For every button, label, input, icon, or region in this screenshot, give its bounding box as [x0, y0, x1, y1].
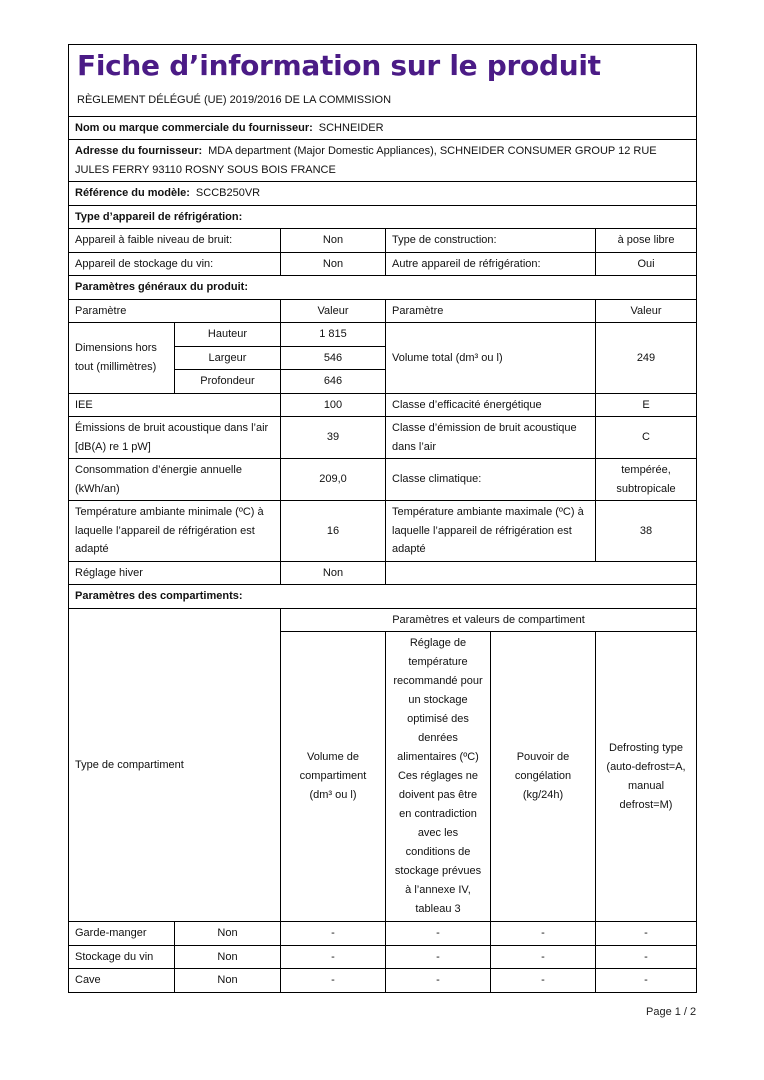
depth-label: Profondeur [175, 370, 281, 394]
dimension-height-row [69, 323, 697, 347]
general-params-heading: Paramètres généraux du produit: [69, 276, 697, 300]
wine-storage-row [69, 252, 697, 276]
energy-consumption-label: Consommation d’énergie annuelle (kWh/an) [69, 459, 281, 501]
compartments-heading: Paramètres des compartiments: [69, 585, 697, 609]
temperature-column-header: Réglage de température recommandé pour un stockage optimisé des denrées alimentaires (ºC) Ces réglages ne doivent pas être en contradiction avec les conditions de stockage prévues à l’annexe IV, tableau 3 [386, 632, 491, 922]
compartment-volume: - [281, 945, 386, 969]
noise-class-value: C [596, 417, 697, 459]
iee-row [69, 393, 697, 417]
appliance-type-heading-row [69, 205, 697, 229]
compartments-heading-row [69, 585, 697, 609]
volume-column-header: Volume de compartiment (dm³ ou l) [281, 632, 386, 922]
total-volume-value: 249 [596, 323, 697, 394]
winter-setting-label: Réglage hiver [69, 561, 281, 585]
model-reference-row [69, 182, 697, 206]
climate-class-label: Classe climatique: [386, 459, 596, 501]
wine-storage-label: Appareil de stockage du vin: [69, 252, 281, 276]
low-noise-label: Appareil à faible niveau de bruit: [69, 229, 281, 253]
low-noise-row [69, 229, 697, 253]
product-information-sheet [68, 44, 696, 993]
page-number: Page 1 / 2 [646, 1006, 697, 1018]
empty-cell [386, 561, 697, 585]
compartment-present: Non [175, 945, 281, 969]
value-column-header-2: Valeur [596, 299, 697, 323]
energy-class-value: E [596, 393, 697, 417]
defrost-column-header: Defrosting type (auto-defrost=A, manual defrost=M) [596, 632, 697, 922]
iee-label: IEE [69, 393, 281, 417]
compartment-defrost: - [596, 922, 697, 946]
winter-setting-value: Non [281, 561, 386, 585]
model-reference-value: SCCB250VR [195, 187, 261, 199]
winter-setting-row [69, 561, 697, 585]
appliance-type-heading: Type d’appareil de réfrigération: [69, 205, 697, 229]
compartment-volume: - [281, 922, 386, 946]
title-row [69, 45, 697, 117]
compartment-name: Stockage du vin [69, 945, 175, 969]
compartment-group-header: Paramètres et valeurs de compartiment [281, 608, 697, 632]
width-value: 546 [281, 346, 386, 370]
supplier-address-value: MDA department (Major Domestic Appliances), SCHNEIDER CONSUMER GROUP 12 RUE JULES FERRY 93110 ROSNY SOUS BOIS FRANCE [75, 145, 657, 176]
freezing-column-header: Pouvoir de congélation (kg/24h) [491, 632, 596, 922]
compartment-freezing: - [491, 945, 596, 969]
compartment-defrost: - [596, 945, 697, 969]
table-row [69, 945, 697, 969]
supplier-name-row [69, 116, 697, 140]
regulation-subtitle: RÈGLEMENT DÉLÉGUÉ (UE) 2019/2016 DE LA COMMISSION [77, 94, 392, 106]
min-temperature-label: Température ambiante minimale (ºC) à laquelle l’appareil de réfrigération est adapté [69, 501, 281, 562]
compartment-name: Cave [69, 969, 175, 993]
compartment-type-header: Type de compartiment [69, 608, 281, 922]
consumption-row [69, 459, 697, 501]
page-title: Fiche d’information sur le produit [77, 49, 601, 82]
param-column-header: Paramètre [69, 299, 281, 323]
max-temperature-value: 38 [596, 501, 697, 562]
product-sheet-table [68, 44, 697, 993]
depth-value: 646 [281, 370, 386, 394]
low-noise-value: Non [281, 229, 386, 253]
height-value: 1 815 [281, 323, 386, 347]
compartment-group-header-row [69, 608, 697, 632]
temperature-row [69, 501, 697, 562]
noise-class-label: Classe d’émission de bruit acoustique dans l’air [386, 417, 596, 459]
total-volume-label: Volume total (dm³ ou l) [386, 323, 596, 394]
noise-row [69, 417, 697, 459]
noise-emission-value: 39 [281, 417, 386, 459]
compartment-volume: - [281, 969, 386, 993]
table-row [69, 969, 697, 993]
compartment-freezing: - [491, 969, 596, 993]
model-reference-label: Référence du modèle: [75, 187, 190, 199]
compartment-defrost: - [596, 969, 697, 993]
compartment-temperature: - [386, 945, 491, 969]
noise-emission-label: Émissions de bruit acoustique dans l’air [dB(A) re 1 pW] [69, 417, 281, 459]
other-appliance-value: Oui [596, 252, 697, 276]
param-column-header-2: Paramètre [386, 299, 596, 323]
dimensions-label: Dimensions hors tout (millimètres) [69, 323, 175, 394]
construction-type-value: à pose libre [596, 229, 697, 253]
table-row [69, 922, 697, 946]
supplier-name-value: SCHNEIDER [318, 121, 384, 134]
min-temperature-value: 16 [281, 501, 386, 562]
compartment-name: Garde-manger [69, 922, 175, 946]
compartment-temperature: - [386, 969, 491, 993]
width-label: Largeur [175, 346, 281, 370]
height-label: Hauteur [175, 323, 281, 347]
other-appliance-label: Autre appareil de réfrigération: [386, 252, 596, 276]
compartment-present: Non [175, 922, 281, 946]
general-params-heading-row [69, 276, 697, 300]
energy-consumption-value: 209,0 [281, 459, 386, 501]
iee-value: 100 [281, 393, 386, 417]
construction-type-label: Type de construction: [386, 229, 596, 253]
supplier-address-row [69, 140, 697, 182]
climate-class-value: tempérée, subtropicale [596, 459, 697, 501]
compartment-present: Non [175, 969, 281, 993]
compartment-freezing: - [491, 922, 596, 946]
params-header-row [69, 299, 697, 323]
energy-class-label: Classe d’efficacité énergétique [386, 393, 596, 417]
max-temperature-label: Température ambiante maximale (ºC) à laquelle l’appareil de réfrigération est adapté [386, 501, 596, 562]
value-column-header: Valeur [281, 299, 386, 323]
compartment-temperature: - [386, 922, 491, 946]
supplier-name-label: Nom ou marque commerciale du fournisseur: [75, 121, 313, 134]
supplier-address-label: Adresse du fournisseur: [75, 145, 203, 157]
wine-storage-value: Non [281, 252, 386, 276]
